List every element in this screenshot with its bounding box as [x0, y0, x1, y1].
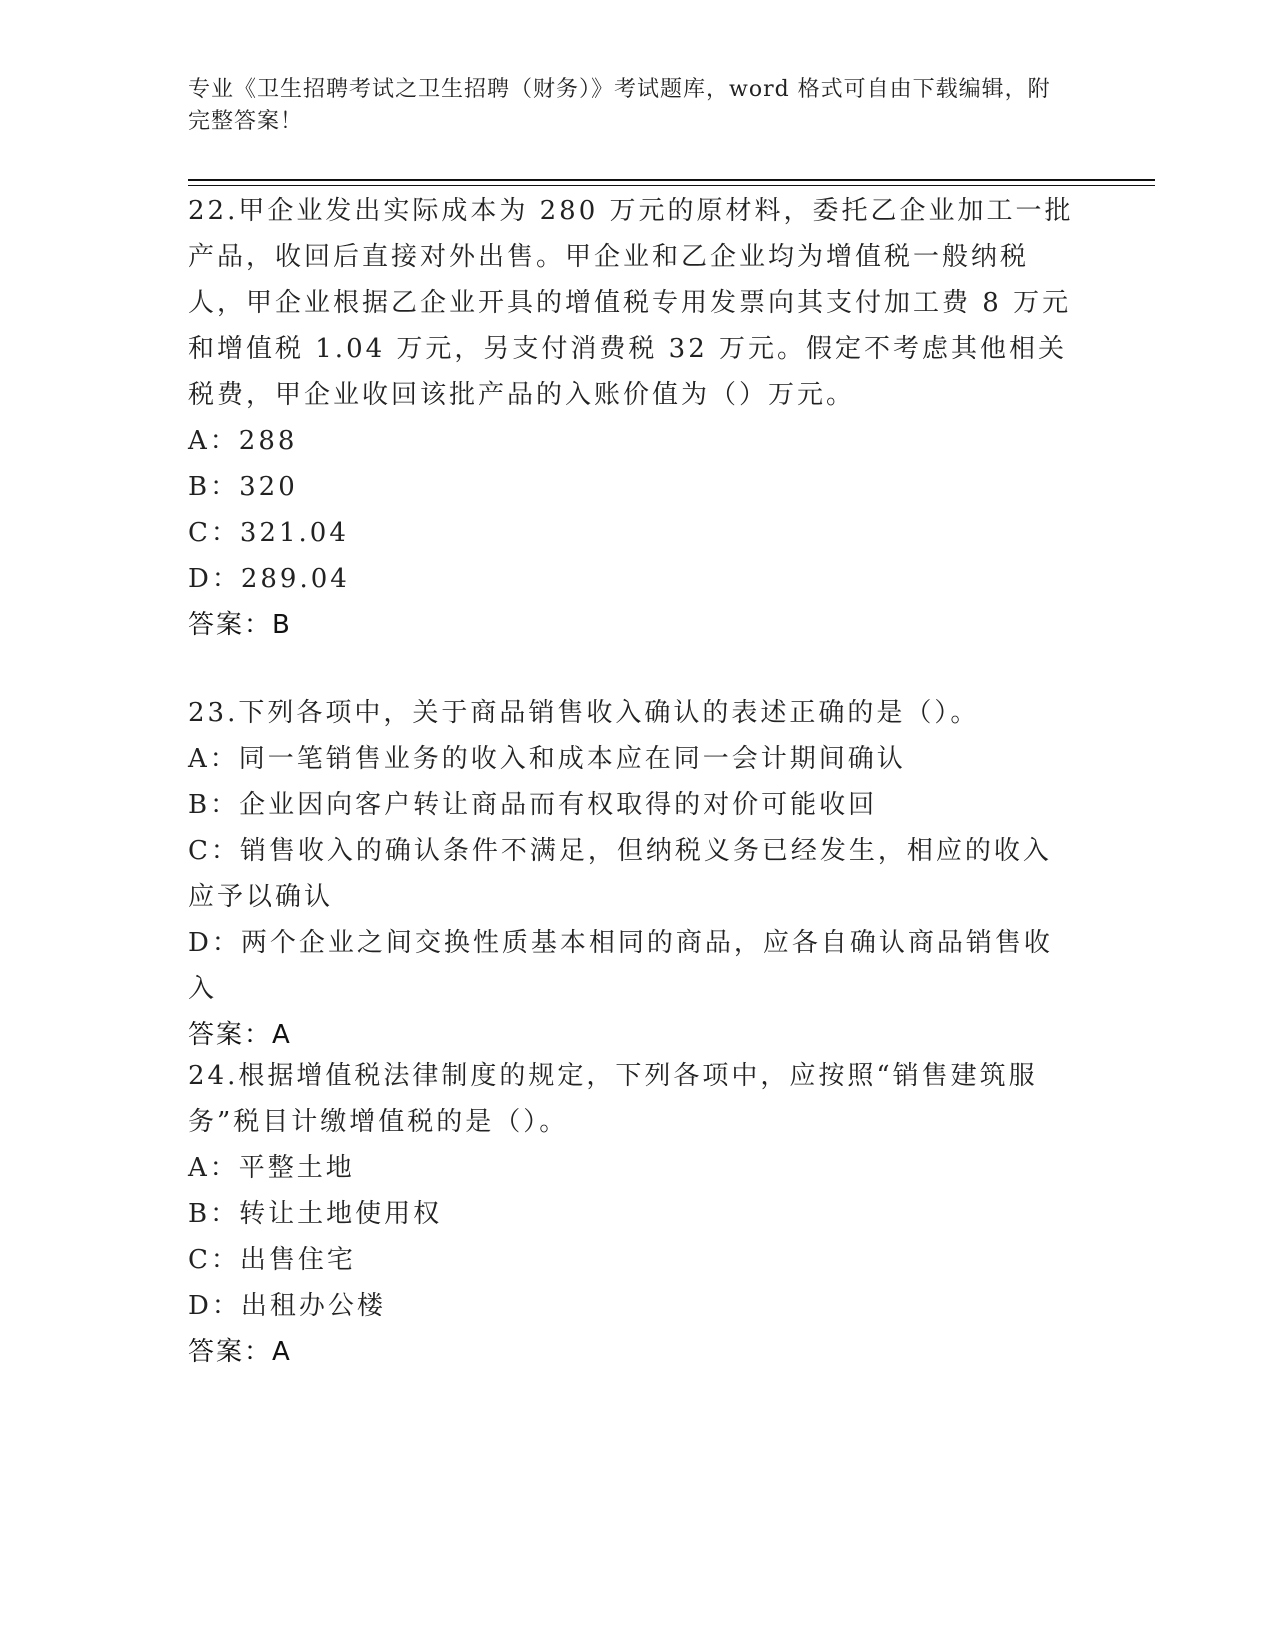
question-stem: 22.甲企业发出实际成本为 280 万元的原材料，委托乙企业加工一批产品，收回后直接对外出售。甲企业和乙企业均为增值税一般纳税人，甲企业根据乙企业开具的增值税专用发票向其支付加工费 8 万元和增值税 1.04 万元，另支付消费税 32 万元。假定不考虑其他相关税费，甲企业收回该批产品的入账价值为（）万元。	[188, 196, 1074, 410]
answer-line: 答案：A	[188, 1020, 292, 1050]
option-a: A：平整土地	[188, 1153, 355, 1183]
document-header: 专业《卫生招聘考试之卫生招聘（财务）》考试题库，word 格式可自由下载编辑，附完整答案！	[188, 77, 1051, 134]
option-b: B：企业因向客户转让商品而有权取得的对价可能收回	[188, 790, 878, 820]
option-b: B：转让土地使用权	[188, 1199, 443, 1229]
question-stem: 24.根据增值税法律制度的规定，下列各项中，应按照“销售建筑服务”税目计缴增值税的是（）。	[188, 1061, 1038, 1137]
question-22	[188, 188, 1078, 648]
option-a: A：同一笔销售业务的收入和成本应在同一会计期间确认	[188, 744, 906, 774]
answer-line: 答案：A	[188, 1337, 292, 1367]
question-24	[188, 1053, 1078, 1375]
question-23	[188, 690, 1078, 1058]
option-c: C：321.04	[188, 518, 349, 548]
option-d: D：两个企业之间交换性质基本相同的商品，应各自确认商品销售收入	[188, 928, 1053, 1004]
question-stem: 23.下列各项中，关于商品销售收入确认的表述正确的是（）。	[188, 698, 980, 728]
header-divider-thick	[188, 179, 1155, 181]
answer-line: 答案：B	[188, 610, 292, 640]
option-d: D：出租办公楼	[188, 1291, 386, 1321]
option-c: C：出售住宅	[188, 1245, 356, 1275]
option-b: B：320	[188, 472, 298, 502]
header-divider-thin	[188, 185, 1155, 186]
option-c: C：销售收入的确认条件不满足，但纳税义务已经发生，相应的收入应予以确认	[188, 836, 1052, 912]
option-d: D：289.04	[188, 564, 350, 594]
option-a: A：288	[188, 426, 298, 456]
